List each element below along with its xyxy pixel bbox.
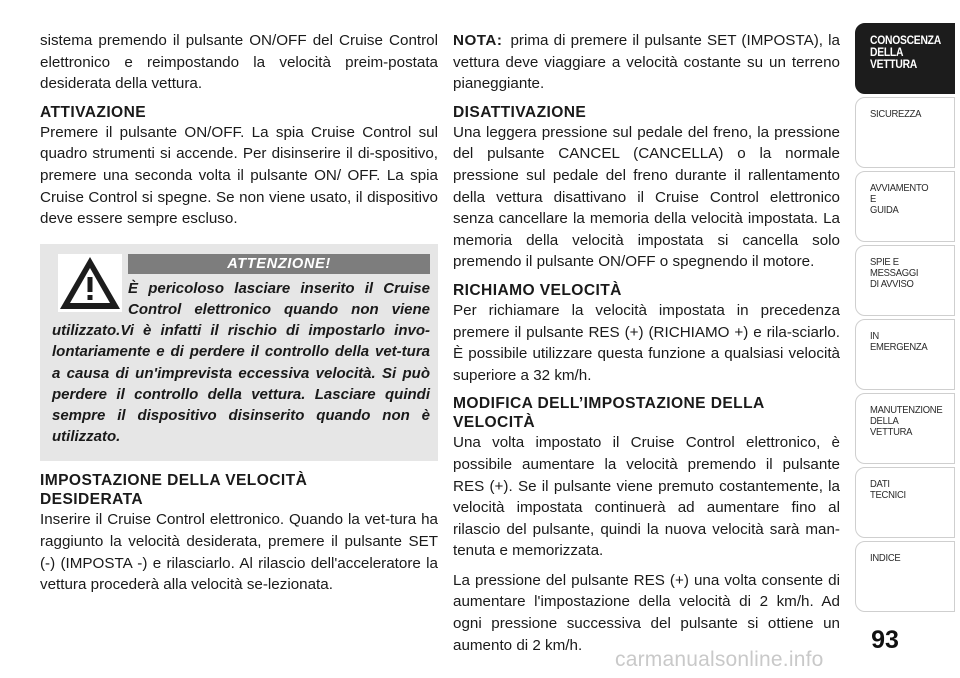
attivazione-paragraph: Premere il pulsante ON/OFF. La spia Cruise Control sul quadro strumenti si accende. Per disinserire il di-spositivo, premere una seconda volta il pulsante ON/ OFF. La spia Cruise Control si spegne. Se non viene usato, il dispositivo deve essere sempre escluso. [40,123,438,228]
heading-modifica-line2: VELOCITÀ [453,414,536,432]
modifica-paragraph-1: Una volta impostato il Cruise Control elettronico, è possibile aumentare la velocità premendo il pulsante RES (+). Se il pulsante viene premuto costantemente, la velocità impostata continuerà ad aumentare fino al rilascio del pulsante, quindi la nuova velocità sarà man-tenuta e memorizzata. [453,434,840,560]
tab-label-line: SICUREZZA [870,108,922,120]
heading-disattivazione: DISATTIVAZIONE [453,103,587,121]
tab-sicurezza[interactable] [855,97,955,168]
tab-label-line: DELLA [870,47,904,59]
impostazione-paragraph: Inserire il Cruise Control elettronico. Quando la vet-tura ha raggiunto la velocità desiderata, premere il pulsante SET (-) (IMPOSTA -) e rilasciarlo. Al rilascio dell'acceleratore la vettura procederà alla velocità se-lezionata. [40,511,438,594]
tab-dati-tecnici[interactable] [855,467,955,538]
tab-manutenzione-della-vettura[interactable] [855,393,955,464]
warning-box [40,244,438,462]
nota-paragraph [453,30,840,95]
tab-conoscenza-della-vettura[interactable] [855,23,955,94]
tab-label-line: MANUTENZIONE [870,404,943,416]
nota-label: NOTA: [453,32,503,49]
heading-impostazione [40,471,438,509]
tab-label-line: SPIE E [870,256,899,268]
tab-label-line: AVVIAMENTO [870,182,929,194]
intro-paragraph: sistema premendo il pulsante ON/OFF del Cruise Control elettronico e reimpostando la velocità preim-postata desiderata della vettura. [40,32,438,93]
heading-impostazione-line1: IMPOSTAZIONE DELLA VELOCITÀ [40,472,308,490]
tab-label-line: DI AVVISO [870,278,914,290]
left-column [40,30,438,596]
tab-label-line: MESSAGGI [870,267,919,279]
disattivazione-paragraph: Una leggera pressione sul pedale del freno, la pressione del pulsante CANCEL (CANCELLA) o la normale pressione sul pedale del freno durante il rallentamento della vettura disattivano il Cruise Control elettronico senza cancellare la memoria della velocità impostata. La memoria della velocità impostata si cancella solo premendo il pulsante ON/OFF o spegnendo il motore. [453,123,840,271]
section-tabs [855,23,955,615]
heading-modifica [453,394,840,432]
heading-impostazione-line2: DESIDERATA [40,491,144,509]
tab-label-line: IN [870,330,879,342]
tab-avviamento-e-guida[interactable] [855,171,955,242]
tab-label-line: EMERGENZA [870,341,928,353]
nota-text: prima di premere il pulsante SET (IMPOSTA), la vettura deve viaggiare a velocità costante su un terreno pianeggiante. [453,32,840,93]
tab-label-line: VETTURA [870,59,917,71]
tab-in-emergenza[interactable] [855,319,955,390]
tab-label-line: TECNICI [870,489,906,501]
warning-text: È pericoloso lasciare inserito il Cruise Control elettronico quando non viene utilizzato.Vi è infatti il rischio di impostarlo invo-lontariamente e di perdere il controllo della vet-tura a causa di un'imprevista eccessiva velocità. Si può perdere il controllo della vettura. Lasciare quindi sempre il dispositivo disinserito quando non è utilizzato. [52,279,430,446]
heading-attivazione: ATTIVAZIONE [40,103,147,121]
heading-richiamo: RICHIAMO VELOCITÀ [453,281,622,299]
tab-indice[interactable] [855,541,955,612]
tab-spie-e-messaggi[interactable] [855,245,955,316]
tab-label-line: DELLA [870,415,899,427]
tab-label-line: GUIDA [870,204,899,216]
heading-modifica-line1: MODIFICA DELL’IMPOSTAZIONE DELLA [453,395,765,413]
tab-label-line: VETTURA [870,426,913,438]
richiamo-paragraph: Per richiamare la velocità impostata in precedenza premere il pulsante RES (+) (RICHIAMO +) e rila-sciarlo. È possibile utilizzare questa funzione a qualsiasi velocità superiore a 32 km/h. [453,301,840,384]
tab-label-line: E [870,193,877,205]
warning-triangle-icon [58,254,122,312]
tab-label-line: INDICE [870,552,901,564]
modifica-paragraph-2: La pressione del pulsante RES (+) una volta consente di aumentare l'impostazione della velocità di 2 km/h. Ad ogni pressione successiva del pulsante si ottiene un aumento di 2 km/h. [453,571,840,654]
warning-title: ATTENZIONE! [128,254,430,274]
tab-label-line: DATI [870,478,890,490]
right-column [453,30,840,656]
watermark: carmanualsonline.info [615,648,824,671]
tab-label-line: CONOSCENZA [870,35,941,47]
page-number: 93 [871,626,899,654]
